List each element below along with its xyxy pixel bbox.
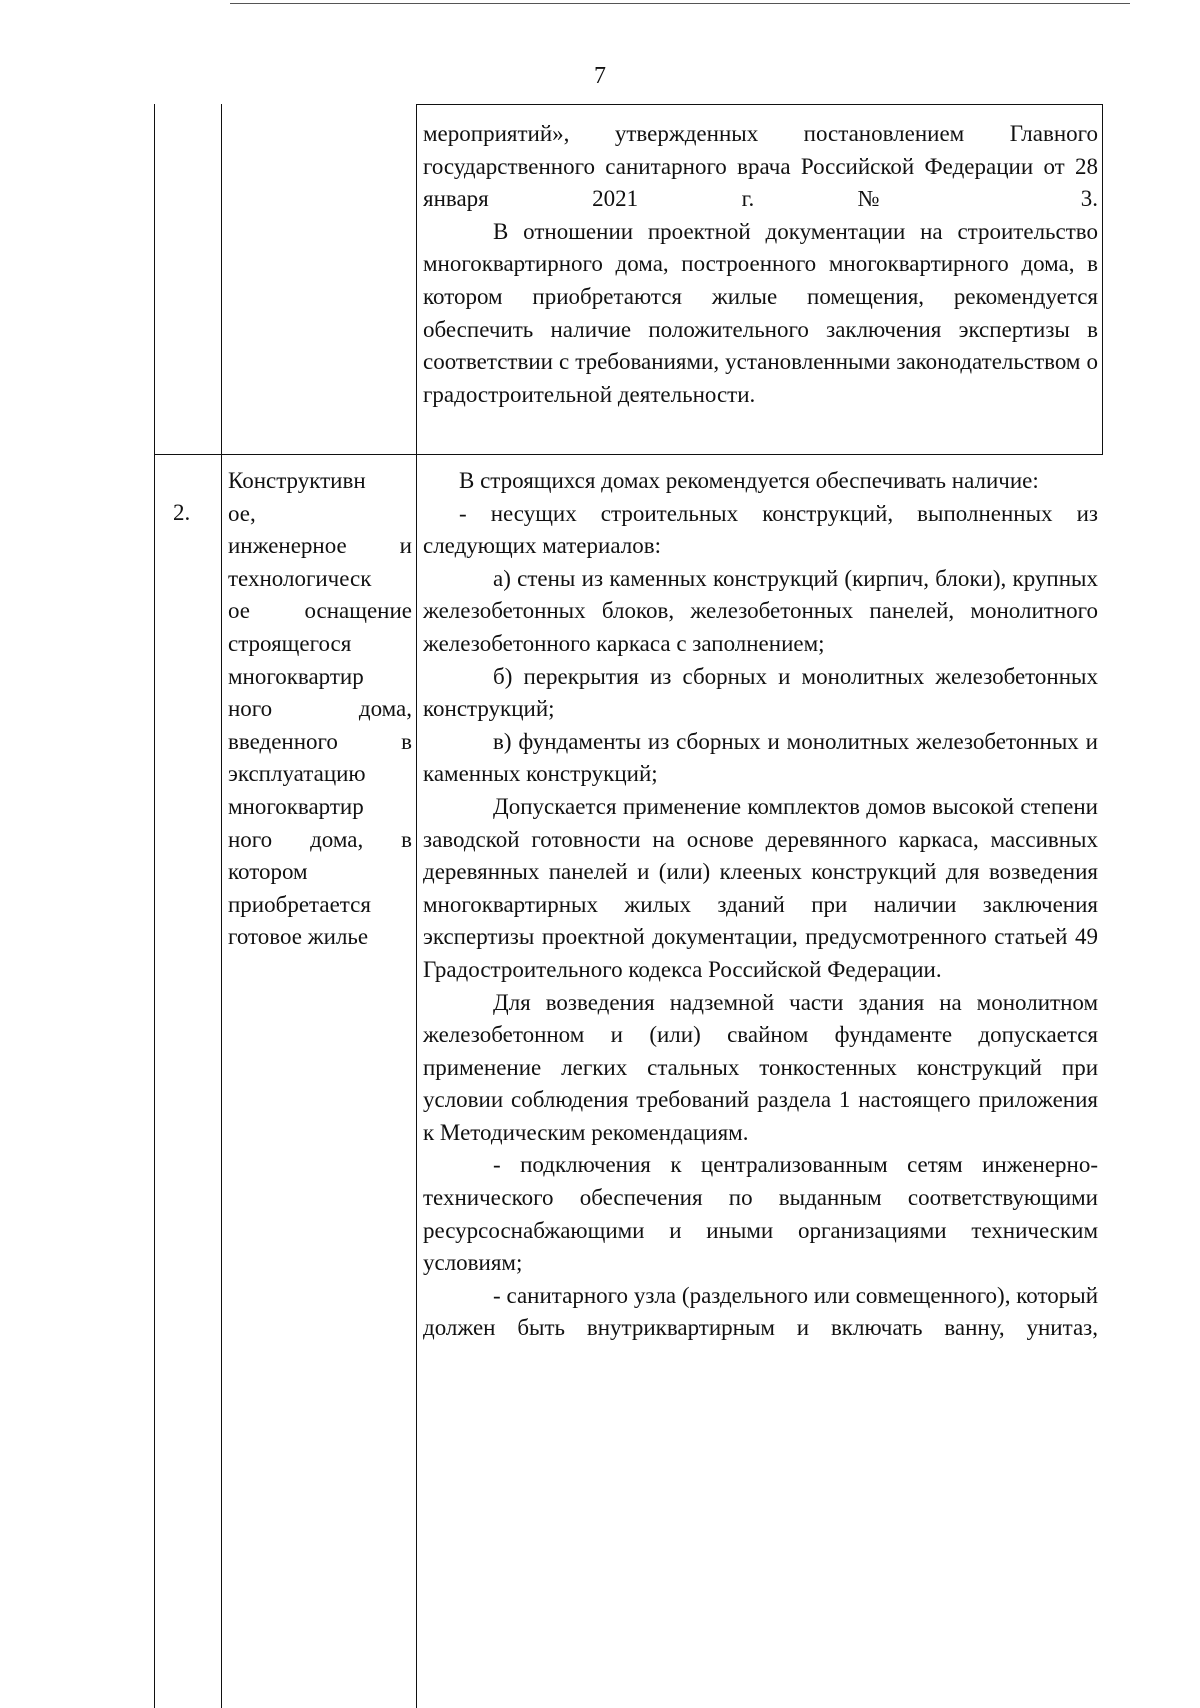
row2-paragraph: - несущих строительных конструкций, выполненных из следующих материалов: xyxy=(423,500,1098,559)
table-col-divider-2 xyxy=(416,104,417,1708)
row1-paragraph: В отношении проектной документации на строительство многоквартирного дома, построенного многоквартирного дома, в котором приобретаются жилые помещения, рекомендуется обеспечить наличие положительного заключения экспертизы в соответствии с требованиями, установленными законодательством о градостроительной деятельности. xyxy=(423,218,1098,407)
name-line: технологическ xyxy=(228,565,372,591)
row2-name-cell xyxy=(228,465,412,954)
name-line: эксплуатацию xyxy=(228,761,366,787)
row2-paragraph: - подключения к централизованным сетям инженерно-технического обеспечения по выданным соответствующими ресурсоснабжающими и иными организациями техническим условиям; xyxy=(423,1152,1098,1276)
name-line: многоквартир xyxy=(228,793,364,819)
top-border-line xyxy=(230,3,1130,4)
row2-number-cell: 2. xyxy=(173,500,191,525)
row2-paragraph: в) фундаменты из сборных и монолитных железобетонных и каменных конструкций; xyxy=(423,728,1098,787)
row1-paragraph: мероприятий», утвержденных постановлением Главного государственного санитарного врача Российской Федерации от 28 января 2021 г. № 3. xyxy=(423,121,1098,212)
table-top-border xyxy=(416,104,1103,105)
row2-paragraph: Для возведения надземной части здания на монолитном железобетонном и (или) свайном фундаменте допускается применение легких стальных тонкостенных конструкций при условии соблюдения требований раздела 1 настоящего приложения к Методическим рекомендациям. xyxy=(423,989,1098,1145)
row2-content-cell xyxy=(423,465,1098,1345)
name-line: строящегося xyxy=(228,630,352,656)
name-line: ного дома, xyxy=(228,696,412,722)
table-left-border xyxy=(154,104,155,1708)
row2-paragraph: Допускается применение комплектов домов высокой степени заводской готовности на основе деревянного каркаса, массивных деревянных панелей и (или) клееных конструкций для возведения многоквартирных жилых зданий при наличии заключения экспертизы проектной документации, предусмотренного статьей 49 Градостроительного кодекса Российской Федерации. xyxy=(423,793,1098,982)
row2-paragraph: а) стены из каменных конструкций (кирпич, блоки), крупных железобетонных блоков, железобетонных панелей, монолитного железобетонного каркаса с заполнением; xyxy=(423,565,1098,656)
name-line: ое оснащение xyxy=(228,598,412,624)
row2-paragraph: В строящихся домах рекомендуется обеспечивать наличие: xyxy=(459,468,1039,493)
name-line: ного дома, в xyxy=(228,826,412,852)
name-line: многоквартир xyxy=(228,663,364,689)
row2-paragraph: б) перекрытия из сборных и монолитных железобетонных конструкций; xyxy=(423,663,1098,722)
name-line: готовое жилье xyxy=(228,924,369,950)
name-line: ое, xyxy=(228,500,256,526)
name-line: котором xyxy=(228,859,308,885)
row2-paragraph: - санитарного узла (раздельного или совмещенного), который должен быть внутриквартирным и включать ванну, унитаз, xyxy=(423,1282,1098,1341)
name-line: приобретается xyxy=(228,891,371,917)
table-right-border xyxy=(1102,104,1103,454)
table-col-divider-1 xyxy=(221,104,222,1708)
row1-content-cell xyxy=(423,118,1098,411)
table-row-divider xyxy=(154,454,1103,455)
name-line: введенного в xyxy=(228,728,412,754)
page-number: 7 xyxy=(594,63,606,89)
name-line: инженерное и xyxy=(228,533,412,559)
name-line: Конструктивн xyxy=(228,468,366,493)
